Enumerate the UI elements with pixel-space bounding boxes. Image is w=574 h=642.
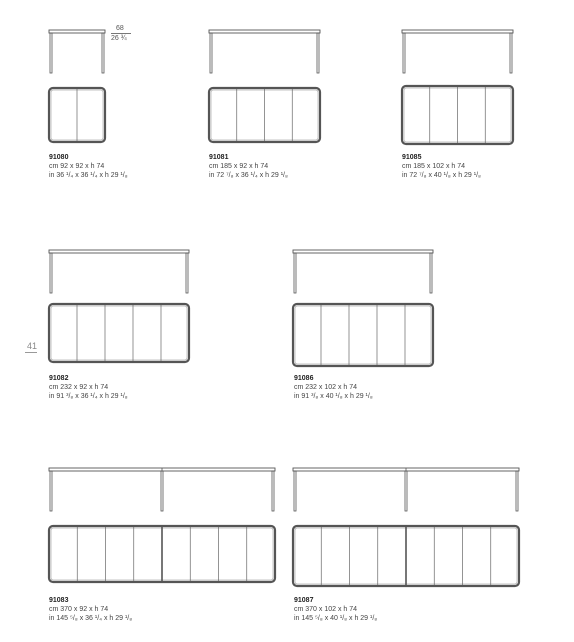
table-leg bbox=[50, 471, 52, 511]
product-label-91081 bbox=[209, 153, 288, 180]
table-leg bbox=[186, 253, 188, 293]
table-leg bbox=[405, 471, 407, 511]
product-dimensions-in: in 145 ⁵/₈ x 36 ¹/₄ x h 29 ¹/₈ bbox=[49, 615, 133, 622]
page-number: 41 bbox=[27, 341, 38, 351]
table-leg bbox=[516, 471, 518, 511]
table-leg bbox=[317, 33, 319, 73]
product-dimensions-cm: cm 370 x 92 x h 74 bbox=[49, 606, 109, 613]
product-code: 91087 bbox=[294, 597, 314, 604]
table-leg bbox=[50, 253, 52, 293]
table-elevation-top bbox=[49, 30, 105, 33]
dimension-in: 26 ¾ bbox=[111, 35, 127, 42]
table-plan-frame bbox=[293, 304, 433, 366]
table-leg bbox=[102, 33, 104, 73]
product-label-91085 bbox=[402, 153, 481, 180]
product-dimensions-cm: cm 92 x 92 x h 74 bbox=[49, 163, 105, 170]
table-leg bbox=[510, 33, 512, 73]
table-leg bbox=[50, 33, 52, 73]
dimension-rule bbox=[111, 33, 131, 34]
table-plan-inner bbox=[51, 306, 187, 360]
product-code: 91083 bbox=[49, 597, 69, 604]
product-label-91087 bbox=[294, 596, 377, 623]
table-plan-frame bbox=[49, 304, 189, 362]
table-elevation-top bbox=[49, 250, 189, 253]
table-plan-inner bbox=[295, 306, 431, 364]
product-code: 91081 bbox=[209, 154, 229, 161]
table-leg bbox=[403, 33, 405, 73]
table-leg bbox=[294, 253, 296, 293]
product-dimensions-in: in 72 ⁷/₈ x 40 ¹/₈ x h 29 ¹/₈ bbox=[402, 172, 481, 179]
table-leg bbox=[272, 471, 274, 511]
product-code: 91082 bbox=[49, 375, 69, 382]
table-elevation-top bbox=[209, 30, 320, 33]
product-label-91086 bbox=[294, 374, 373, 401]
table-leg bbox=[210, 33, 212, 73]
page-number-rule bbox=[25, 352, 37, 353]
product-code: 91086 bbox=[294, 375, 314, 382]
product-label-91082 bbox=[49, 374, 128, 401]
product-dimensions-cm: cm 185 x 102 x h 74 bbox=[402, 163, 466, 170]
product-dimensions-cm: cm 370 x 102 x h 74 bbox=[294, 606, 358, 613]
product-dimensions-cm: cm 232 x 92 x h 74 bbox=[49, 384, 109, 391]
product-dimensions-in: in 36 ¹/₄ x 36 ¹/₄ x h 29 ¹/₈ bbox=[49, 172, 128, 179]
product-code: 91080 bbox=[49, 154, 69, 161]
product-code: 91085 bbox=[402, 154, 422, 161]
product-dimensions-cm: cm 232 x 102 x h 74 bbox=[294, 384, 358, 391]
product-dimensions-in: in 72 ⁷/₈ x 36 ¹/₄ x h 29 ¹/₈ bbox=[209, 172, 288, 179]
dimension-cm: 68 bbox=[116, 25, 124, 32]
table-leg bbox=[430, 253, 432, 293]
table-elevation-top bbox=[402, 30, 513, 33]
product-label-91083 bbox=[49, 596, 132, 623]
table-leg bbox=[294, 471, 296, 511]
product-dimensions-cm: cm 185 x 92 x h 74 bbox=[209, 163, 269, 170]
table-elevation-top bbox=[293, 250, 433, 253]
table-leg bbox=[161, 471, 163, 511]
product-label-91080 bbox=[49, 153, 128, 180]
product-dimensions-in: in 91 ³/₈ x 40 ¹/₈ x h 29 ¹/₈ bbox=[294, 393, 373, 400]
product-dimensions-in: in 91 ³/₈ x 36 ¹/₄ x h 29 ¹/₈ bbox=[49, 393, 128, 400]
product-dimensions-in: in 145 ⁵/₈ x 40 ¹/₈ x h 29 ¹/₈ bbox=[294, 615, 378, 622]
